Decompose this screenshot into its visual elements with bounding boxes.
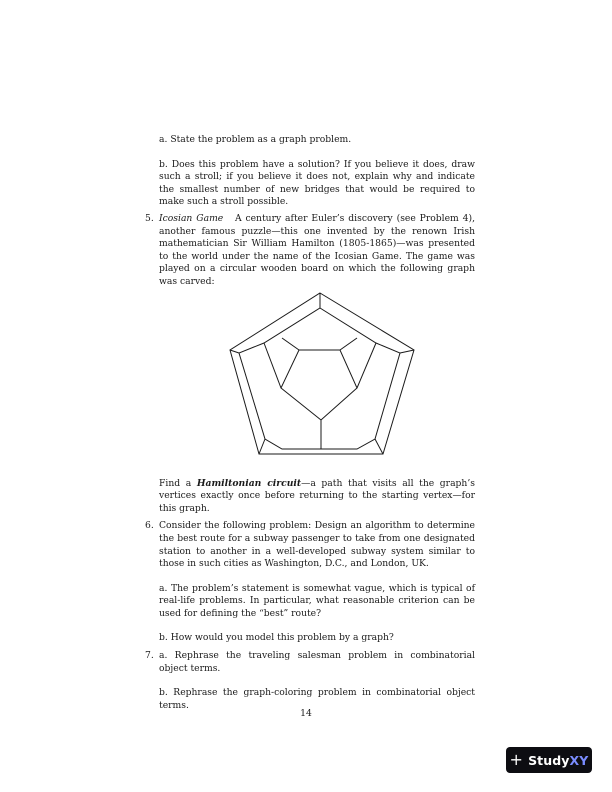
spoke-bottom-right: [375, 439, 383, 454]
inner-spoke-1: [264, 343, 281, 388]
inner-spoke-4: [282, 338, 299, 350]
problem-4a: a. State the problem as a graph problem.: [159, 134, 352, 145]
problem-5-find-pre: Find a: [159, 477, 197, 489]
problem-5-statement: [159, 213, 475, 289]
problem-4b: b. Does this problem have a solution? If you believe it does, draw such a stroll; if you believe it does not, explain why and indicate the smallest number of new bridges that would be required to make such a stroll possible.: [159, 158, 475, 208]
problem-5-title: Icosian Game: [159, 212, 224, 224]
brand-xy: XY: [569, 752, 589, 768]
plus-icon: +: [509, 750, 524, 769]
spoke-right: [400, 350, 414, 353]
problem-7a: a. Rephrase the traveling salesman problem in combinatorial object terms.: [159, 650, 475, 674]
problem-6: [145, 520, 475, 645]
problem-6-text: Consider the following problem: Design an algorithm to determine the best route for a subway passenger to take from one designated station to another in a well-developed subway system similar to those in such cities as Washington, D.C., and London, UK.: [159, 520, 475, 570]
inner-spoke-5: [340, 338, 357, 350]
problem-6-number: 6.: [145, 520, 154, 532]
problem-6a: a. The problem’s statement is somewhat vague, which is typical of real-life problems. In particular, what reasonable criterion can be used for defining the “best” route?: [159, 582, 475, 619]
problem-5-number: 5.: [145, 212, 154, 224]
spoke-bottom-left: [259, 439, 265, 454]
hamiltonian-circuit-term: Hamiltonian circuit: [196, 477, 302, 489]
problem-7-number: 7.: [145, 650, 154, 662]
dodecahedron-graph: [229, 292, 417, 470]
problem-5-question: [159, 478, 475, 516]
inner-spoke-2: [357, 343, 376, 388]
icosian-graph-figure: [229, 292, 417, 470]
outer-pentagon: [230, 293, 414, 454]
spoke-left: [230, 350, 239, 353]
problem-7: [145, 650, 475, 712]
problem-6b: b. How would you model this problem by a graph?: [159, 632, 394, 644]
problem-5-find-post: —a path that visits all the graph’s vertices exactly once before returning to the starting vertex—for this graph.: [159, 477, 475, 514]
problem-7b: b. Rephrase the graph-coloring problem in combinatorial object terms.: [159, 687, 475, 711]
page-number: 14: [300, 708, 312, 719]
problem-5-text: A century after Euler’s discovery (see Problem 4), another famous puzzle—this one invented by the renown Irish mathematician Sir William Hamilton (1805-1865)—was presented to the world under the name of the Icosian Game. The game was played on a circular wooden board on which the following graph was carved:: [159, 212, 476, 287]
brand-study: Study: [528, 752, 570, 768]
studyxy-badge[interactable]: [506, 747, 592, 773]
inner-pentagon: [281, 350, 357, 420]
